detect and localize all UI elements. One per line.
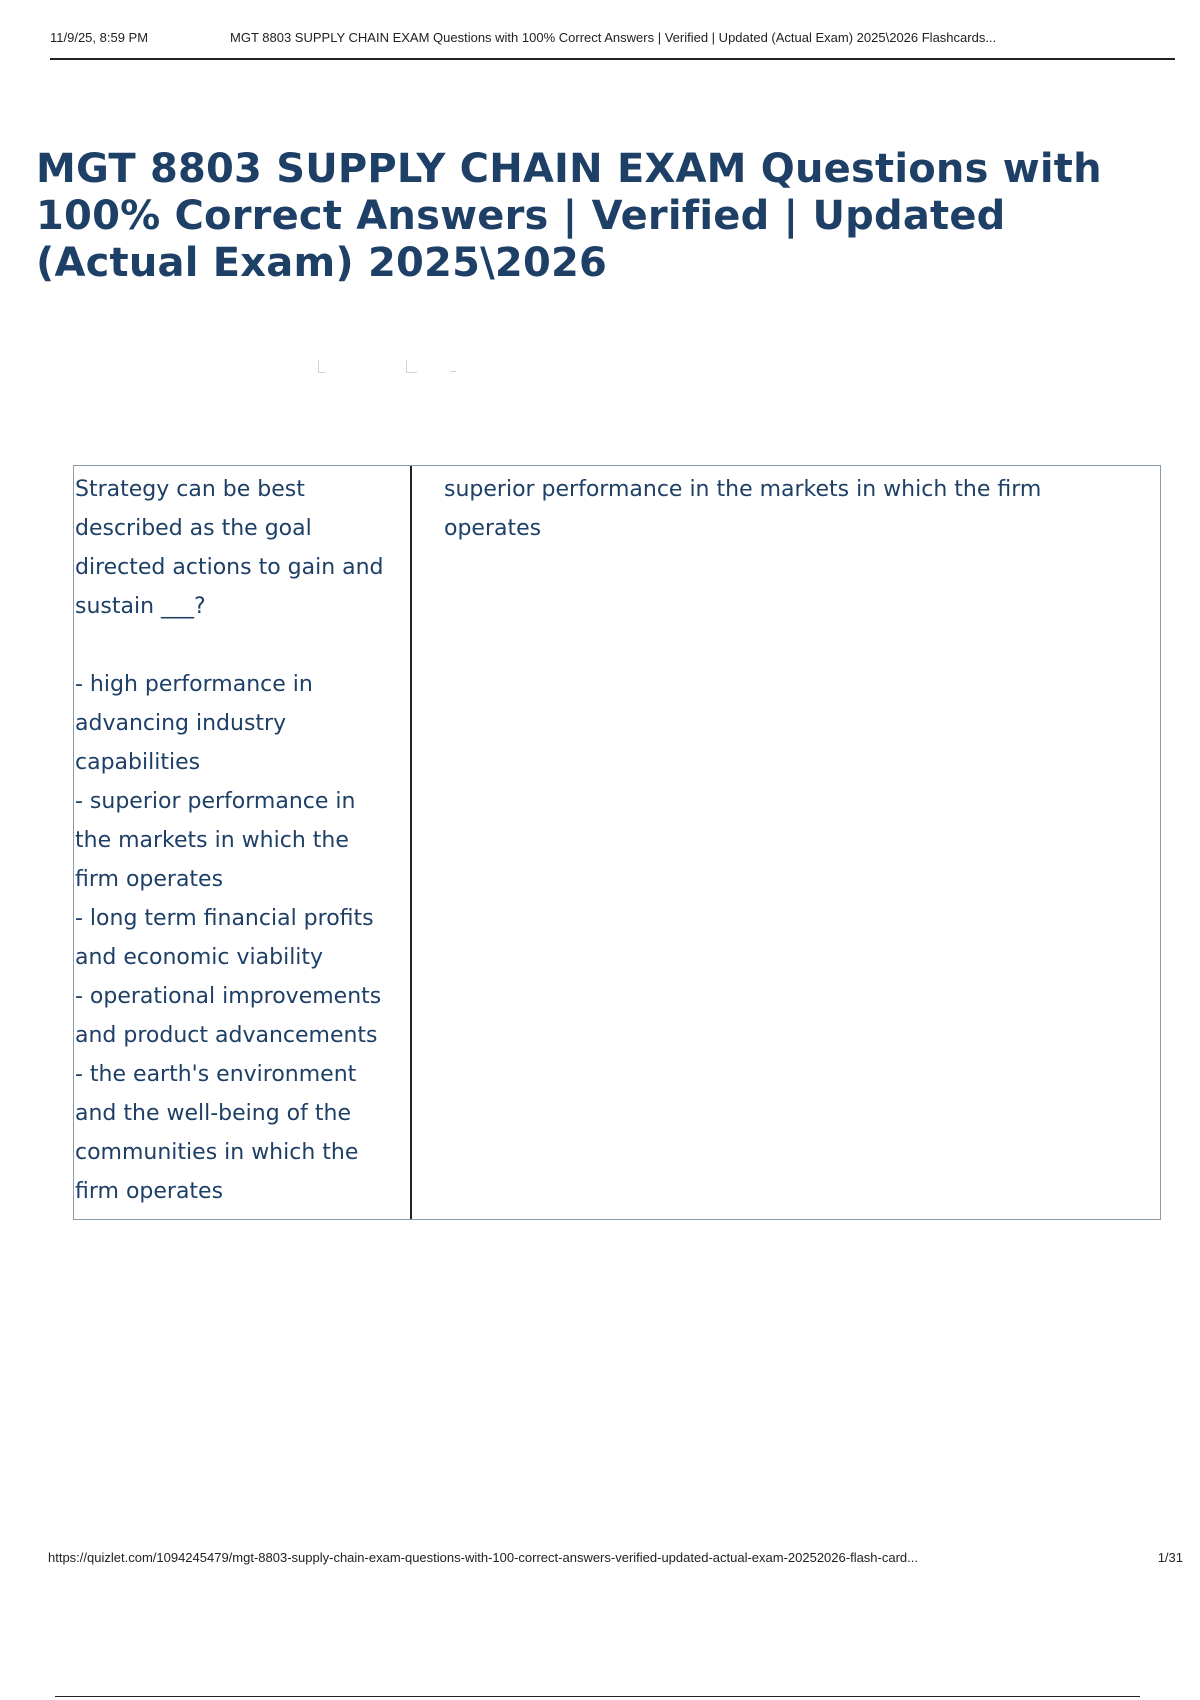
scan-artifact-marks [318,360,478,380]
print-page-title: MGT 8803 SUPPLY CHAIN EXAM Questions with 100% Correct Answers | Verified | Updated (Actual Exam) 2025\2026 Flashcards... [230,30,997,45]
print-datetime: 11/9/25, 8:59 PM [50,30,149,45]
footer-url: https://quizlet.com/1094245479/mgt-8803-supply-chain-exam-questions-with-100-correct-answers-verified-updated-actual-exam-20252026-flash-card... [48,1550,918,1565]
print-header [50,30,1175,60]
bottom-rule [55,1696,1140,1697]
flashcard [73,465,1161,1220]
flashcard-definition: superior performance in the markets in which the firm operates [444,477,1042,541]
page-number: 1/31 [1157,1550,1183,1565]
print-footer [48,1550,1183,1570]
flashcard-divider [410,466,412,1219]
flashcard-term: Strategy can be best described as the goal directed actions to gain and sustain ___? - high performance in advancing industry capabilities - superior performance in the markets in which the firm operates - long term financial profits and economic viability - operational improvements and product advancements - the earth's environment and the well-being of the communities in which the firm operates [75,477,384,1204]
document-title: MGT 8803 SUPPLY CHAIN EXAM Questions with 100% Correct Answers | Verified | Updated (Actual Exam) 2025\2026 [36,146,1102,287]
